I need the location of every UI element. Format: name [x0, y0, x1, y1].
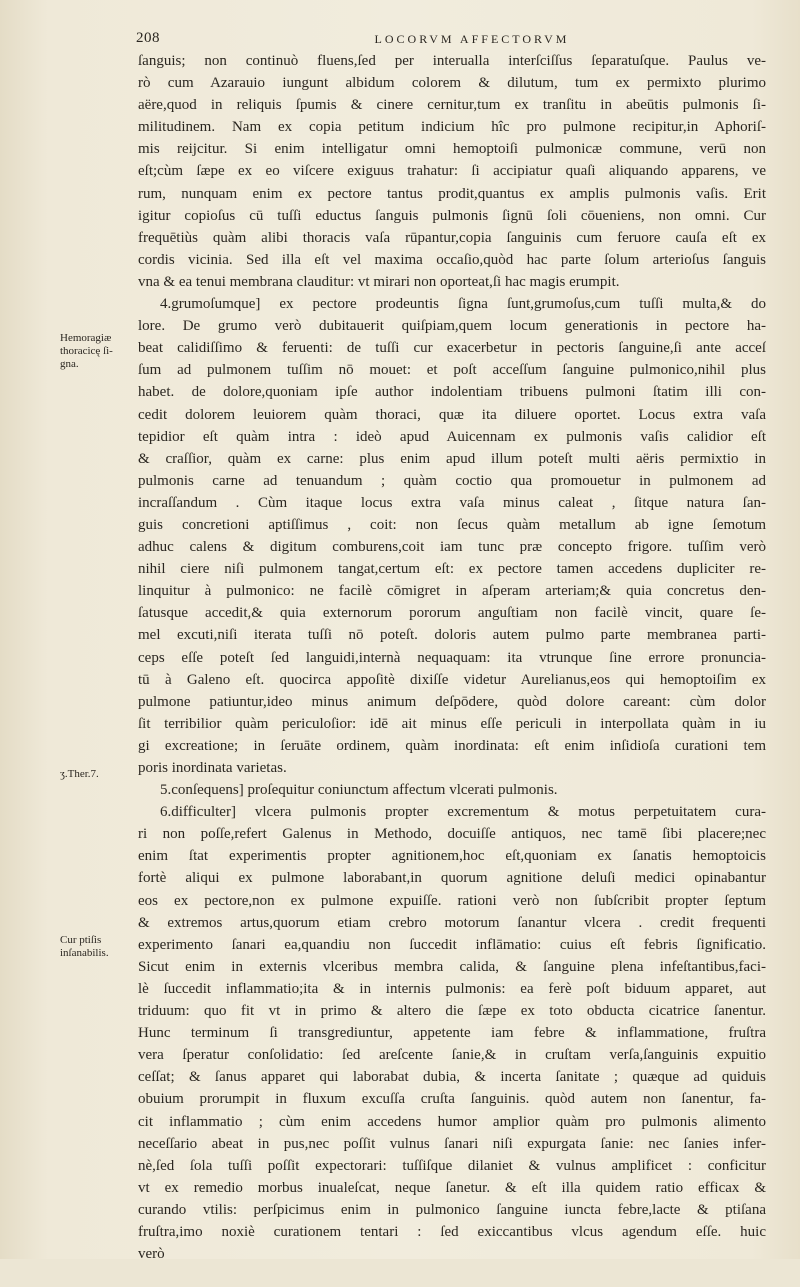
text-line: curando vtilis: perſpicimus enim in pulmonico ſanguine iuncta febre,lacte & ptiſana [138, 1201, 766, 1218]
text-line: ſit terribilior quàm periculoſior: idē ait minus eſſe periculi in interpollata quàm in iu [138, 715, 766, 732]
running-title: LOCORVM AFFECTORVM [374, 32, 570, 46]
text-line: verò [138, 1246, 165, 1263]
text-line: cedit dolorem leuiorem quàm thoraci, quæ ita diluere oportet. Locus extra vaſa [138, 406, 766, 423]
text-line: pulmonis carne ad tenuandum ; quàm coctio qua promouetur in pulmonem ad [138, 472, 766, 489]
margin-note-line: gna. [60, 358, 79, 370]
text-line: eos ex pectore,non ex pulmone expuiſſe. rationi verò non ſubſcribit propter ſeptum [138, 892, 766, 909]
text-line: ſatusque accedit,& quia externorum pororum anguſtiam non facilè vincit, quare ſe- [138, 605, 766, 622]
running-head [136, 30, 768, 52]
text-line: ceps eſſe poteſt ſed languidi,internà nequaquam: ita vtrunque ſine errore pronuncia- [138, 649, 766, 666]
text-line: Sicut enim in externis vlceribus membra calida, & ſanguine plena infeſtantibus,faci- [138, 958, 766, 975]
margin-note-line: inſanabilis. [60, 947, 109, 959]
margin-note-line: Hemoragiæ [60, 332, 112, 344]
margin-note-citation [60, 768, 132, 781]
text-line: ceſſat; & ſanus apparet qui laborabat dubia, & incerta ſanitate ; quæque ad quiduis [138, 1069, 766, 1086]
text-line: rum, nunquam enim ex pectore tantus prodit,quantus ex amplis pulmonis vaſis. Erit [138, 185, 766, 202]
text-line: & extremos artus,quorum etiam crebro motorum ſanantur vlcera . credit frequenti [138, 914, 766, 931]
text-line: vera ſperatur conſolidatio: ſed areſcente ſanie,& in cruſtam verſa,ſanguinis expuitio [138, 1047, 766, 1064]
text-line: eſt;cùm ſæpe ex eo viſcere exiguus trahatur: ſi accipiatur quaſi aliquando apparens, ve [138, 163, 766, 180]
text-line: nè,ſed ſola tuſſi poſſit expectorari: tuſſiſque dilaniet & vulnus amplificet : conficitur [138, 1157, 766, 1174]
text-line: poris inordinata varietas. [138, 760, 287, 776]
text-line: cordis vicinia. Sed illa eſt vel maxima occaſio,quòd hac parte ſolum arterioſus ſanguis [138, 251, 766, 268]
text-line: incraſſandum . Cùm itaque locus extra vaſa minus caleat , ſitque natura ſan- [138, 494, 766, 511]
text-line: militudinem. Nam ex copia petitum indicium hîc pro pulmone recipitur,in Aphoriſ- [138, 119, 766, 136]
margin-note-line: thoracicę ſi- [60, 345, 113, 357]
text-line: vt ex remedio morbus inualeſcat, neque ſanetur. & eſt illa quidem ratio efficax & [138, 1179, 766, 1196]
text-line: ſum ad pulmonem tuſſim nō mouet: et poſt acceſſum ſanguine pulmonico,nihil plus [138, 362, 766, 379]
text-line: 4.grumoſumque] ex pectore prodeuntis ſigna ſunt,grumoſus,cum tuſſi multa,& do [160, 296, 766, 313]
text-line: ri non poſſe,refert Galenus in Methodo, docuiſſe antiquos, nec tamē ſibi placere;nec [138, 826, 766, 843]
text-line: Hunc terminum ſi transgrediuntur, appetente iam febre & inflammatione, fruſtra [138, 1025, 766, 1042]
text-line: fortè aliqui ex pulmone laborabant,in quorum agnitione deluſi medici opinabantur [138, 870, 766, 887]
text-line: adhuc calens & digitum comburens,coit iam tunc præ concepto frigore. tuſſim verò [138, 539, 766, 556]
text-line: 5.conſequens] proſequitur coniunctum affectum vlcerati pulmonis. [160, 782, 558, 799]
body-text [138, 50, 766, 1287]
margin-note-phthisis-incurable [60, 934, 132, 960]
margin-note-line: Cur ptiſis [60, 934, 102, 946]
text-line: triduum: quo fit vt in primo & altero die ſæpe ex toto obducta cicatrice ſanentur. [138, 1003, 766, 1020]
text-line: igitur copioſus cū tuſſi eductus ſanguis pulmonis ſignū ſoli cōueniens, non omni. Cur [138, 207, 766, 224]
text-line: experimento ſanari ea,quandiu non ſuccedit inflāmatio: cuius eſt febris ſignificatio. [138, 936, 766, 953]
text-line: mel excuti,niſi iterata tuſſi nō poteſt. doloris autem pulmo parte membranea parti- [138, 627, 766, 644]
text-line: cit inflammatio ; cùm enim accedens humor amplior quàm pro pulmonis alimento [138, 1113, 766, 1130]
text-line: & craſſior, quàm ex carne: plus enim apud illum poteſt multi aëris permixtio in [138, 450, 766, 467]
text-line: fruſtra,imo noxiè curationem tentari : ſed exiccantibus vlcus agendum eſſe. huic [138, 1223, 766, 1240]
text-line: tū à Galeno eſt. quocirca appoſitè dixiſſe videtur Aurelianus,eos qui hemoptoiſim ex [138, 671, 766, 688]
text-line: enim ſtat experimentis propter agnitionem,hoc eſt,quoniam ex ſanatis hemoptoicis [138, 848, 766, 865]
text-line: mis reijcitur. Si enim intelligatur omni hemoptoiſi pulmonicæ commune, verū non [138, 141, 766, 158]
text-line: lore. De grumo verò dubitauerit quiſpiam,quem locum generationis in pectore ha- [138, 318, 766, 335]
text-line: guis concretioni aptiſſimus , coit: non ſecus quàm metallum ab igne ſemotum [138, 516, 766, 533]
page-number: 208 [136, 30, 160, 46]
text-line: vna & ea tenui membrana clauditur: vt mirari non oporteat,ſi hac magis erumpit. [138, 273, 620, 290]
text-line: obuium prorumpit in fluxum excuſſa cruſta ſanguinis. quòd autem non ſanentur, fa- [138, 1091, 766, 1108]
text-line: frequētiùs quàm alibi thoracis vaſa rūpantur,copia ſanguinis cum feruore cauſa eſt ex [138, 229, 766, 246]
text-line: tepidior eſt quàm intra : ideò apud Auicennam ex pulmonis vaſis calidior eſt [138, 428, 766, 445]
text-line: beat calidiſſimo & feruenti: de tuſſi cur exacerbetur in pectoris ſanguine,ſi ante acceſ [138, 340, 766, 357]
text-line: 6.difficulter] vlcera pulmonis propter excrementum & motus perpetuitatem cura- [160, 804, 766, 821]
text-line: neceſſario abeat in pus,nec poſſit vulnus ſanari niſi expurgata ſanie: nec ſanies infer- [138, 1135, 766, 1152]
catchword [138, 1265, 766, 1287]
text-line: gi excreatione; in ſeruāte ordinem, quàm inordinata: eſt enim inſidioſa curationi tem [138, 737, 766, 754]
text-line: aëre,quod in reliquis ſpumis & cinere cernitur,tum ex tranſitu in abeūtis pulmonis ſi- [138, 97, 766, 114]
text-line: nihil ciere niſi pulmonem tangat,certum eſt: ex pectore tamen accedens dupliciter re- [138, 561, 766, 578]
margin-note-hemorrhage-signs [60, 332, 132, 371]
text-line: lè ſuccedit inflammatio;ita & in internis pulmonis: ea ferè poſt biduum apparet, aut [138, 980, 766, 997]
text-line: pulmone patiuntur,ideo minus animum deſpōdere, quòd dolore careant: cùm dolor [138, 693, 766, 710]
text-line: rò cum Azarauio iungunt albidum colorem & dilutum, tum ex permixto plurimo [138, 75, 766, 92]
text-line: ſanguis; non continuò fluens,ſed per interualla interſciſſus ſeparatuſque. Paulus ve- [138, 53, 766, 69]
text-line: habet. de dolore,quoniam ipſe author indolentiam tribuens pulmoni ſtatim illi con- [138, 384, 766, 401]
text-line: linquitur à pulmonico: ne facilè cōmigret in aſperam arteriam;& quia concretus den- [138, 583, 766, 600]
margin-note-line: ʒ.Ther.7. [60, 768, 99, 780]
